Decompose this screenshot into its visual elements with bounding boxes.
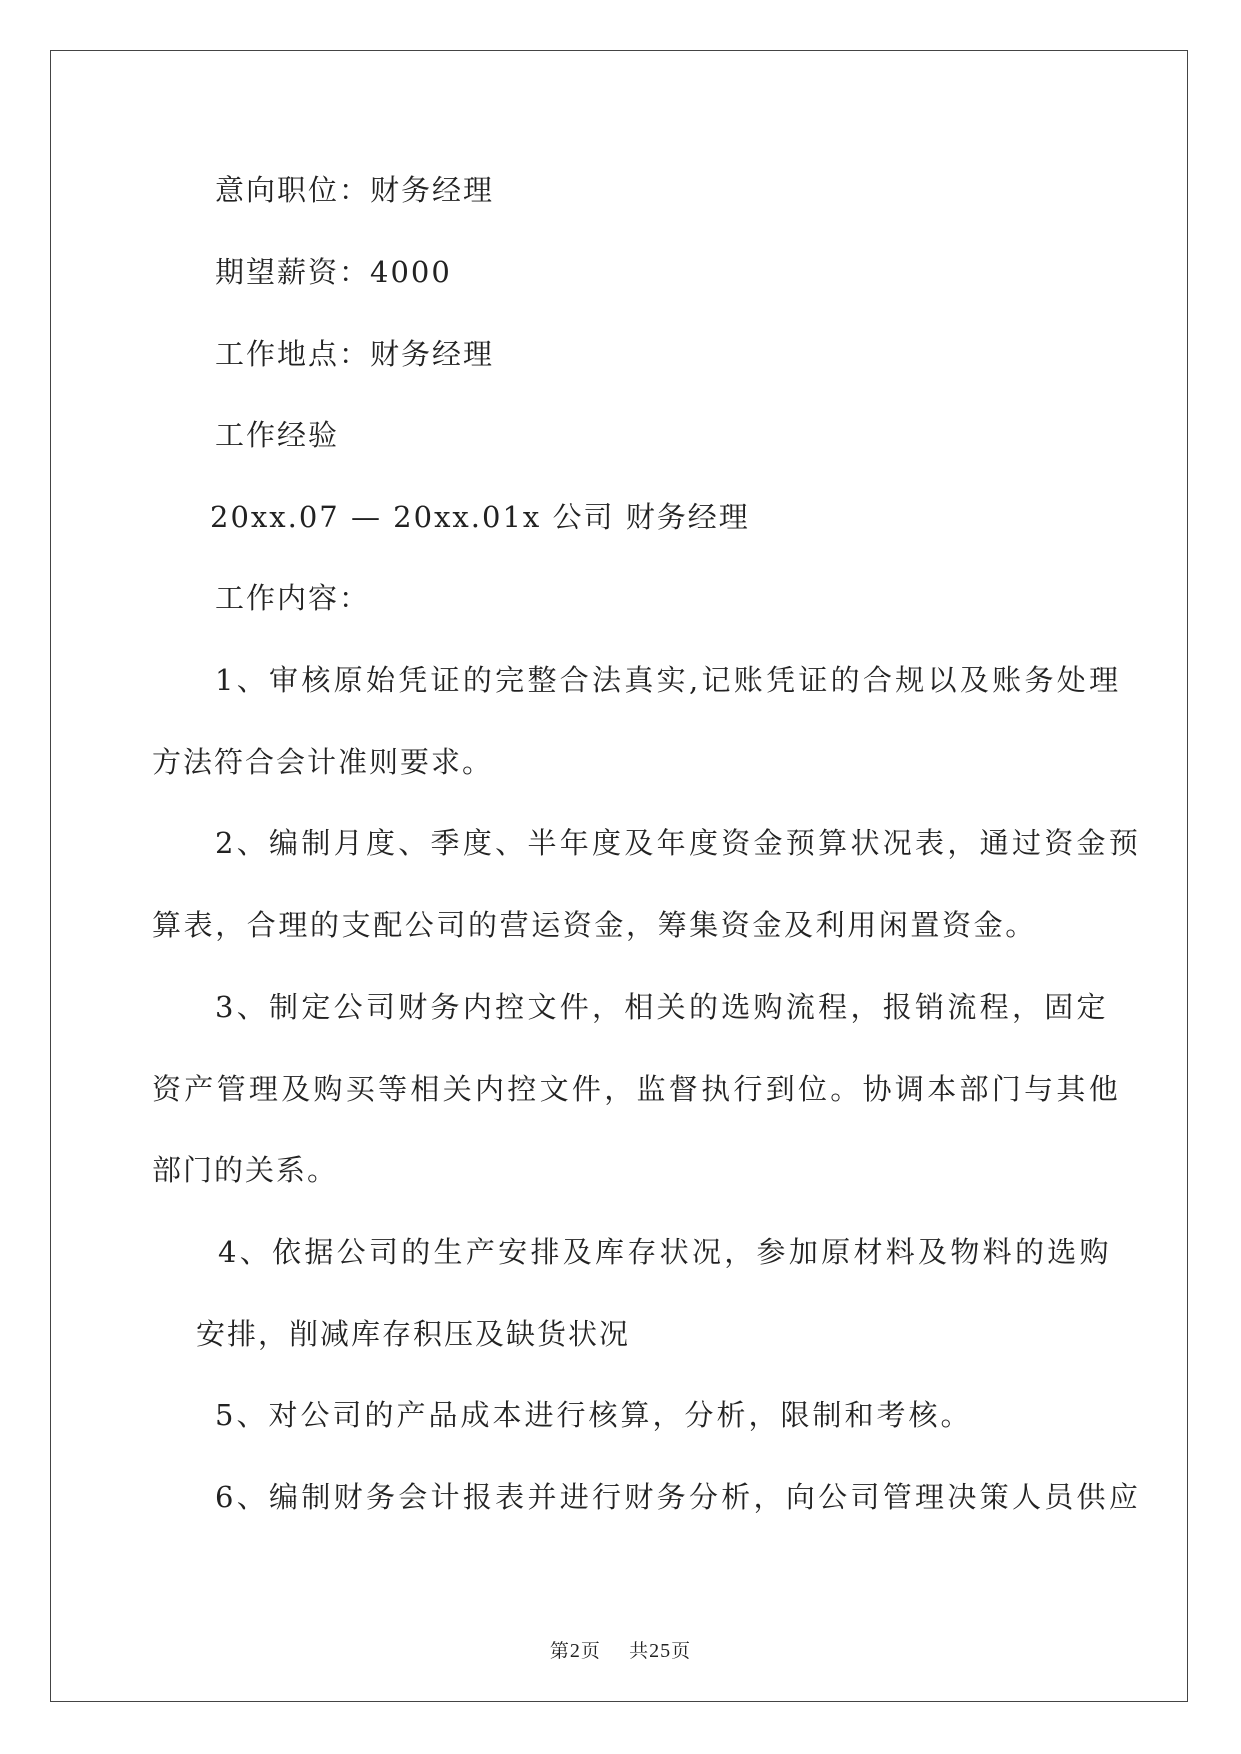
paragraph-3-line-3: 部门的关系。 <box>152 1153 339 1187</box>
job-entry-line: 20xx.07 — 20xx.01x 公司 财务经理 <box>210 500 750 534</box>
paragraph-3-line-2: 资产管理及购买等相关内控文件，监督执行到位。协调本部门与其他 <box>152 1072 1122 1106</box>
experience-heading: 工作经验 <box>215 418 340 452</box>
page-border <box>50 50 1188 1702</box>
paragraph-2-line-2: 算表，合理的支配公司的营运资金，筹集资金及利用闲置资金。 <box>152 908 1037 942</box>
paragraph-1-line-2: 方法符合会计准则要求。 <box>152 745 494 779</box>
total-suffix: 页 <box>671 1640 692 1662</box>
paragraph-6-line-1: 6、编制财务会计报表并进行财务分析，向公司管理决策人员供应 <box>215 1480 1142 1514</box>
paragraph-4-line-2: 安排，削减库存积压及缺货状况 <box>196 1317 631 1351</box>
page-suffix: 页 <box>580 1640 601 1662</box>
paragraph-1-line-1: 1、审核原始凭证的完整合法真实,记账凭证的合规以及账务处理 <box>215 663 1122 697</box>
page-prefix: 第 <box>549 1640 570 1662</box>
expected-salary-line: 期望薪资：4000 <box>215 255 452 289</box>
work-location-line: 工作地点：财务经理 <box>215 337 495 371</box>
paragraph-2-line-1: 2、编制月度、季度、半年度及年度资金预算状况表，通过资金预 <box>215 826 1142 860</box>
total-prefix: 共 <box>629 1640 650 1662</box>
page-footer <box>0 1636 1241 1663</box>
paragraph-4-line-1: 4、依据公司的生产安排及库存状况，参加原材料及物料的选购 <box>218 1235 1112 1269</box>
total-pages: 25 <box>649 1640 672 1662</box>
content-heading: 工作内容： <box>215 581 371 615</box>
intent-position-line: 意向职位：财务经理 <box>215 173 495 207</box>
page-number: 2 <box>569 1640 581 1662</box>
paragraph-5: 5、对公司的产品成本进行核算，分析，限制和考核。 <box>215 1398 973 1432</box>
paragraph-3-line-1: 3、制定公司财务内控文件，相关的选购流程，报销流程，固定 <box>215 990 1109 1024</box>
